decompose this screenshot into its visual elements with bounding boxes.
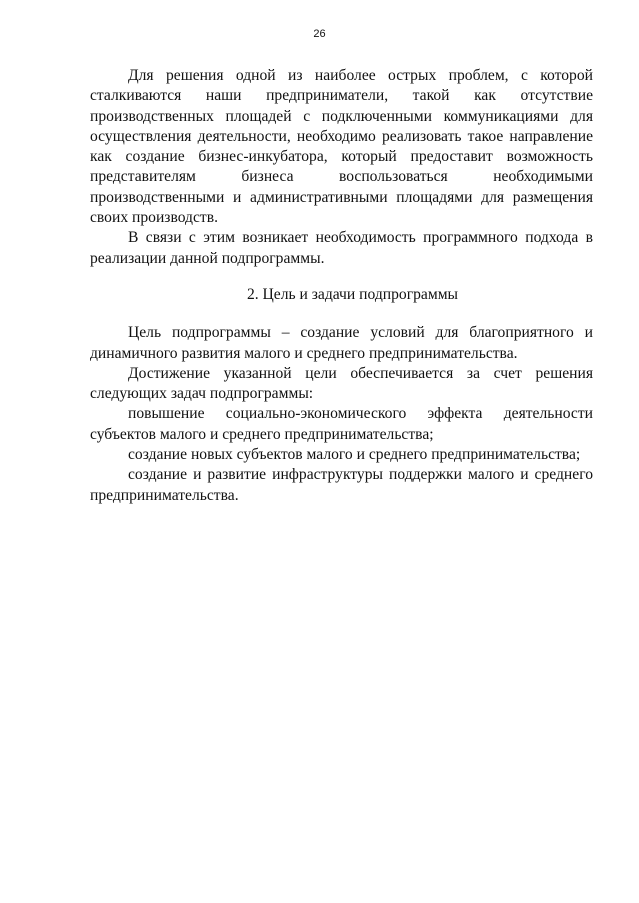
page-number: 26 — [313, 28, 326, 40]
task-item-2: создание новых субъектов малого и среднего предпринимательства; — [128, 446, 581, 464]
goal-paragraph: Цель подпрограммы – создание условий для благоприятного и динамичного развития малого и среднего предпринимательства. — [90, 324, 593, 362]
tasks-intro-paragraph: Достижение указанной цели обеспечивается за счет решения следующих задач подпрограммы: — [90, 364, 593, 403]
task-item-3: создание и развитие инфраструктуры поддержки малого и среднего предпринимательства. — [90, 466, 593, 504]
intro-paragraph-1: Для решения одной из наиболее острых проблем, с которой сталкиваются наши предприниматели, такой как отсутствие производственных площадей с подключенными коммуникациями для осуществления деятельности, необходимо реализовать такое направление как создание бизнес-инкубатора, который предоставит возможность представителям бизнеса воспользоваться необходимыми производственными и административными площадями для размещения своих производств. — [90, 67, 593, 227]
document-body — [90, 66, 593, 506]
task-item-1: повышение социально-экономического эффекта деятельности субъектов малого и среднего предпринимательства; — [90, 405, 593, 443]
section-heading: 2. Цель и задачи подпрограммы — [246, 285, 459, 303]
intro-paragraph-2: В связи с этим возникает необходимость программного подхода в реализации данной подпрограммы. — [90, 229, 593, 267]
